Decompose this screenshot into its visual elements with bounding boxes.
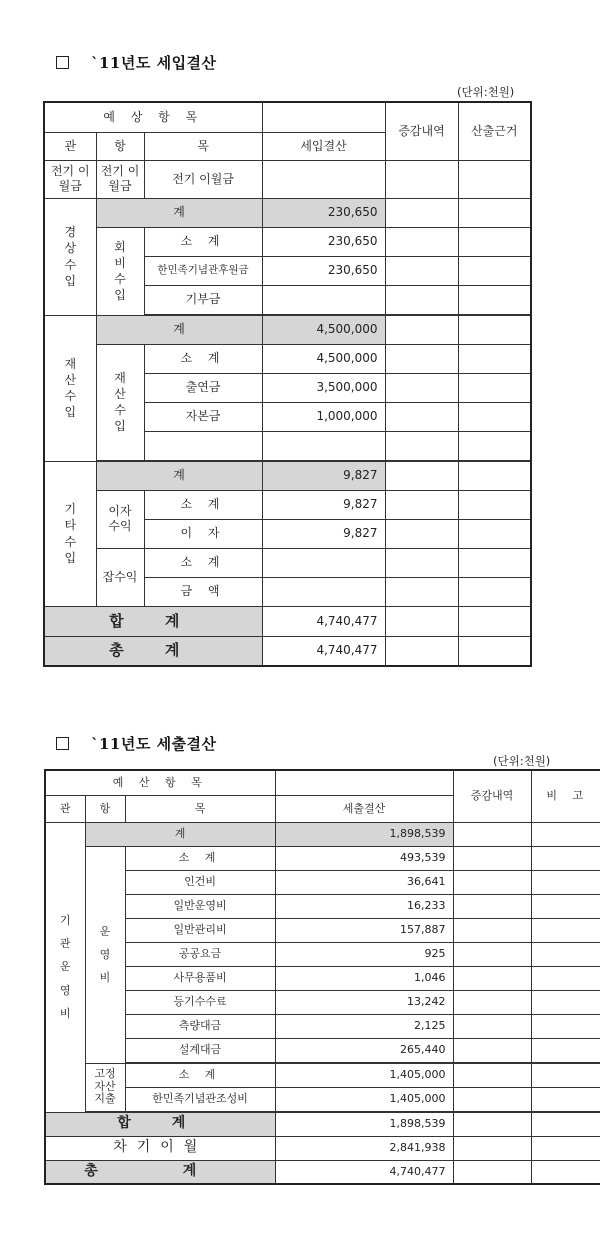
expense-carry-label: 차기이월: [45, 1136, 275, 1160]
revenue-row-mok: 이 자: [144, 519, 262, 548]
expense-row-mok: 측량대금: [125, 1014, 275, 1038]
expense-total-value: 1,898,539: [275, 822, 453, 846]
expense-row-mok: 소 계: [125, 1063, 275, 1087]
hang-membership-income: 회비수입: [96, 227, 144, 315]
expense-sum-value: 1,898,539: [275, 1112, 453, 1136]
revenue-header-gwan: 관: [44, 132, 96, 160]
current-total-value: 230,650: [262, 198, 385, 227]
hang-property-income: 재산수입: [96, 344, 144, 460]
revenue-row-value: 9,827: [262, 490, 385, 519]
carryover-hang: 전기 이월금: [96, 160, 144, 198]
carryover-gwan: 전기 이월금: [44, 160, 96, 198]
revenue-header-group: 예 상 항 목: [44, 102, 262, 132]
revenue-row-value: [262, 548, 385, 577]
revenue-header-blank: [262, 102, 385, 132]
expense-row-value: 1,046: [275, 966, 453, 990]
expense-row-mok: 한민족기념관조성비: [125, 1087, 275, 1111]
revenue-sum-label: 합 계: [44, 606, 262, 636]
revenue-row-mok: 소 계: [144, 548, 262, 577]
expense-header-note: 비 고: [531, 770, 600, 822]
revenue-row-value: [262, 577, 385, 606]
expense-row-mok: 등기수수료: [125, 990, 275, 1014]
revenue-section-title: [56, 52, 217, 73]
expense-header-change: 증감내역: [453, 770, 531, 822]
expense-row-mok: 사무용품비: [125, 966, 275, 990]
expense-section-title: [56, 733, 217, 754]
revenue-row-mok: 소 계: [144, 490, 262, 519]
carryover-mok: 전기 이월금: [144, 160, 262, 198]
expense-unit-label: (단위:천원): [493, 754, 551, 768]
revenue-row-mok: 소 계: [144, 344, 262, 373]
expense-row-mok: 인건비: [125, 870, 275, 894]
expense-table: [44, 769, 600, 1185]
hang-misc-income: 잡수익: [96, 548, 144, 606]
hang-interest-income: 이자수익: [96, 490, 144, 548]
expense-row-mok: 일반관리비: [125, 918, 275, 942]
revenue-row-value: 230,650: [262, 227, 385, 256]
expense-row-value: 157,887: [275, 918, 453, 942]
other-total-label: 계: [96, 461, 262, 490]
expense-row-mok: 공공요금: [125, 942, 275, 966]
carryover-amount: [262, 160, 385, 198]
expense-row-mok: 일반운영비: [125, 894, 275, 918]
current-total-label: 계: [96, 198, 262, 227]
expense-row-value: 925: [275, 942, 453, 966]
revenue-sum-value: 4,740,477: [262, 606, 385, 636]
expense-grand-value: 4,740,477: [275, 1160, 453, 1184]
property-total-label: 계: [96, 315, 262, 344]
revenue-header-mok: 목: [144, 132, 262, 160]
revenue-unit-label: (단위:천원): [457, 85, 515, 99]
revenue-header-hang: 항: [96, 132, 144, 160]
expense-row-value: 13,242: [275, 990, 453, 1014]
expense-header-mok: 목: [125, 795, 275, 822]
expense-row-value: 36,641: [275, 870, 453, 894]
revenue-row-mok: 자본금: [144, 402, 262, 431]
revenue-header-amount: 세입결산: [262, 132, 385, 160]
revenue-row-mok: 한민족기념관후원금: [144, 256, 262, 285]
revenue-row-mok: [144, 431, 262, 460]
revenue-row-mok: 금 액: [144, 577, 262, 606]
revenue-header-basis: 산출근거: [458, 102, 531, 160]
expense-total-label: 계: [85, 822, 275, 846]
checkbox-square-icon: [56, 56, 69, 69]
expense-row-value: 265,440: [275, 1038, 453, 1062]
revenue-row-value: 9,827: [262, 519, 385, 548]
gwan-property-income: 재산수입: [44, 315, 96, 461]
revenue-table: [43, 101, 532, 667]
revenue-row-value: [262, 285, 385, 314]
expense-header-group: 예 산 항 목: [45, 770, 275, 795]
expense-row-value: 493,539: [275, 846, 453, 870]
revenue-grand-value: 4,740,477: [262, 636, 385, 666]
gwan-other-income: 기타수입: [44, 461, 96, 606]
expense-grand-label: 총 계: [45, 1160, 275, 1184]
revenue-row-mok: 기부금: [144, 285, 262, 314]
revenue-row-value: [262, 431, 385, 460]
checkbox-square-icon: [56, 737, 69, 750]
hang-operating-cost: 운영비: [85, 846, 125, 1063]
expense-header-gwan: 관: [45, 795, 85, 822]
expense-sum-label: 합 계: [45, 1112, 275, 1136]
revenue-row-value: 1,000,000: [262, 402, 385, 431]
gwan-institution-operation: 기관운영비: [45, 822, 85, 1112]
expense-row-mok: 소 계: [125, 846, 275, 870]
expense-row-value: 2,125: [275, 1014, 453, 1038]
revenue-title-text: `11년도 세입결산: [91, 54, 217, 72]
expense-header-hang: 항: [85, 795, 125, 822]
expense-carry-value: 2,841,938: [275, 1136, 453, 1160]
expense-row-value: 16,233: [275, 894, 453, 918]
expense-row-value: 1,405,000: [275, 1087, 453, 1111]
hang-fixed-asset-expense: 고정자산지출: [85, 1063, 125, 1111]
revenue-row-mok: 소 계: [144, 227, 262, 256]
revenue-row-value: 230,650: [262, 256, 385, 285]
expense-title-text: `11년도 세출결산: [91, 735, 217, 753]
revenue-row-mok: 출연금: [144, 373, 262, 402]
revenue-row-value: 4,500,000: [262, 344, 385, 373]
other-total-value: 9,827: [262, 461, 385, 490]
revenue-row-value: 3,500,000: [262, 373, 385, 402]
property-total-value: 4,500,000: [262, 315, 385, 344]
gwan-current-income: 경상수입: [44, 198, 96, 315]
expense-header-amount: 세출결산: [275, 795, 453, 822]
revenue-header-change: 증감내역: [385, 102, 458, 160]
expense-row-value: 1,405,000: [275, 1063, 453, 1087]
expense-row-mok: 설계대금: [125, 1038, 275, 1062]
revenue-grand-label: 총 계: [44, 636, 262, 666]
